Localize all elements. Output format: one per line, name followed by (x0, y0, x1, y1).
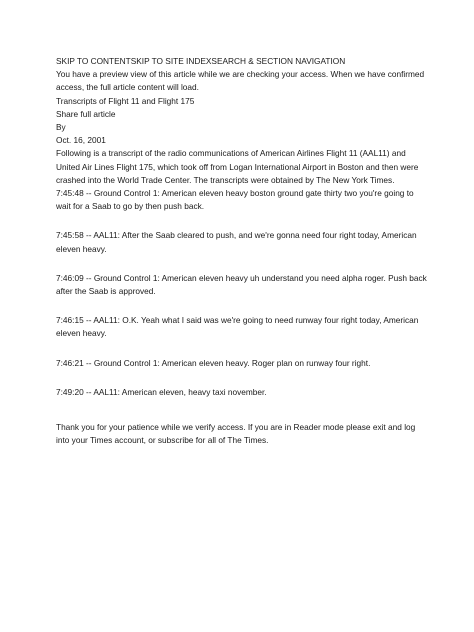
transcript (56, 187, 428, 399)
transcript-line: 7:49:20 -- AAL11: American eleven, heavy taxi november. (56, 386, 267, 397)
transcript-line: 7:46:15 -- AAL11: O.K. Yeah what I said was we're going to need runway four right today, American eleven heavy. (56, 315, 419, 339)
skip-navigation (56, 55, 428, 68)
transcript-line: 7:46:21 -- Ground Control 1: American eleven heavy. Roger plan on runway four right. (56, 357, 371, 368)
skip-to-content-link[interactable]: SKIP TO CONTENT (56, 56, 131, 66)
skip-to-site-index-link[interactable]: SKIP TO SITE INDEX (130, 56, 212, 66)
transcript-line: 7:46:09 -- Ground Control 1: American eleven heavy uh understand you need alpha roger. Push back after the Saab is approved. (56, 272, 427, 297)
search-section-navigation-link[interactable]: SEARCH & SECTION NAVIGATION (211, 56, 346, 66)
article-headline: Transcripts of Flight 11 and Flight 175 (56, 95, 195, 106)
article-date: Oct. 16, 2001 (56, 135, 106, 146)
article-byline: By (56, 122, 66, 133)
share-article-button[interactable]: Share full article (56, 108, 116, 119)
article-intro: Following is a transcript of the radio communications of American Airlines Flight 11 (AAL11) and United Air Lines Flight 175, which took off from Logan International Airport in Boston and then were crashed into the World Trade Center. The transcripts were obtained by The New York Times. (56, 148, 419, 185)
access-footer-notice: Thank you for your patience while we verify access. If you are in Reader mode please exit and log into your Times account, or subscribe for all of The Times. (56, 422, 416, 446)
transcript-line: 7:45:48 -- Ground Control 1: American eleven heavy boston ground gate thirty two you're going to wait for a Saab to go by then push back. (56, 188, 414, 212)
transcript-line: 7:45:58 -- AAL11: After the Saab cleared to push, and we're gonna need four right today, American eleven heavy. (56, 230, 417, 254)
article-page (56, 55, 428, 447)
preview-notice: You have a preview view of this article while we are checking your access. When we have confirmed access, the full article content will load. (56, 69, 425, 93)
